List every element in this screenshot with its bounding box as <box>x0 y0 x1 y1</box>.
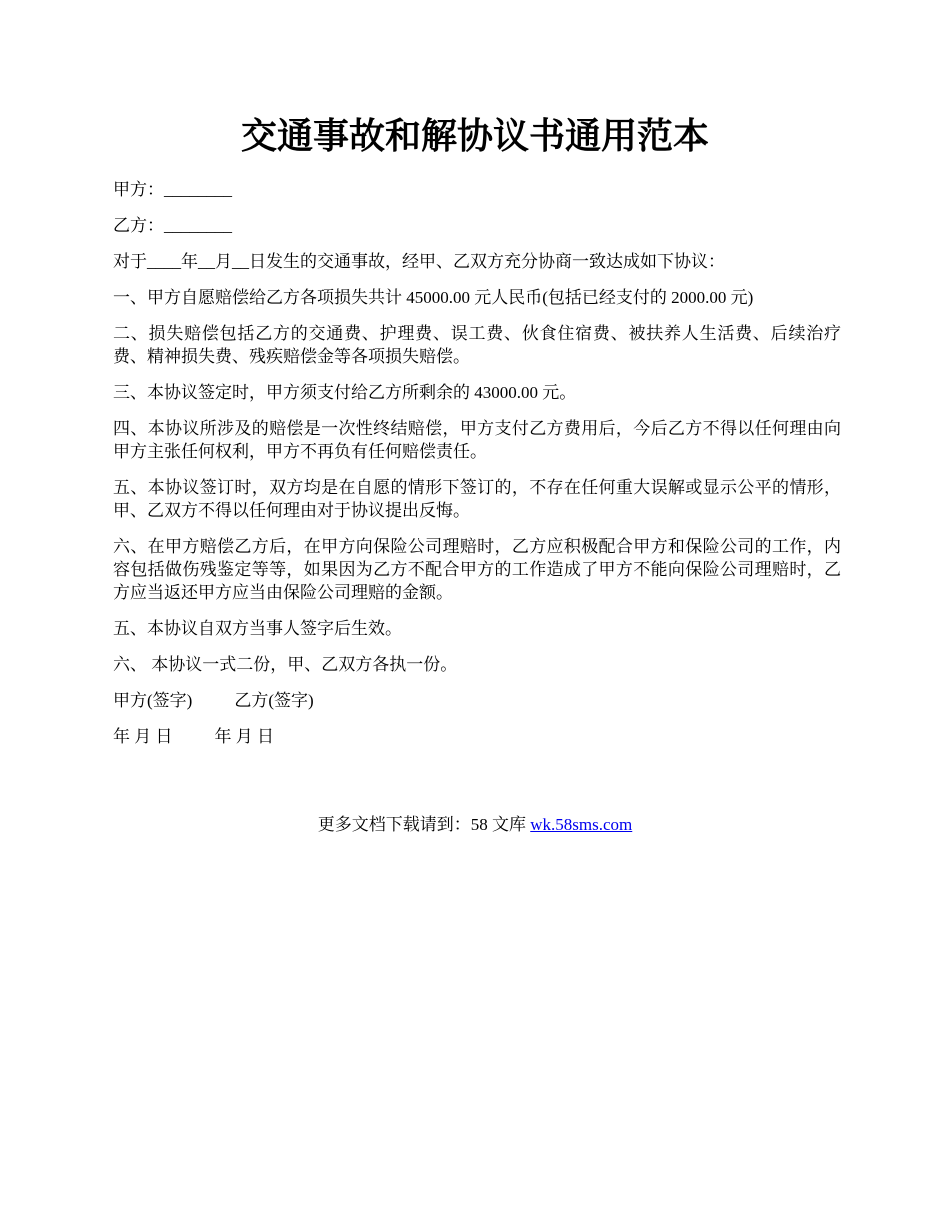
date-party-b: 年 月 日 <box>214 727 274 746</box>
clause-6: 六、在甲方赔偿乙方后，在甲方向保险公司理赔时，乙方应积极配合甲方和保险公司的工作，内容包括做伤残鉴定等等，如果因为乙方不配合甲方的工作造成了甲方不能向保险公司理赔时，乙方应当返还甲方应当由保险公司理赔的金额。 <box>113 537 841 602</box>
clause-4: 四、本协议所涉及的赔偿是一次性终结赔偿，甲方支付乙方费用后，今后乙方不得以任何理由向甲方主张任何权利，甲方不再负有任何赔偿责任。 <box>113 419 841 461</box>
footer-line <box>0 813 950 836</box>
clause-8: 六、 本协议一式二份，甲、乙双方各执一份。 <box>113 655 458 674</box>
intro-paragraph: 对于____年__月__日发生的交通事故，经甲、乙双方充分协商一致达成如下协议： <box>113 252 725 271</box>
footer-link[interactable]: wk.58sms.com <box>530 815 633 834</box>
clause-5: 五、本协议签订时，双方均是在自愿的情形下签订的，不存在任何重大误解或显示公平的情形，甲、乙双方不得以任何理由对于协议提出反悔。 <box>113 478 841 520</box>
date-line <box>113 725 841 748</box>
clause-7: 五、本协议自双方当事人签字后生效。 <box>113 619 402 638</box>
party-b-line: 乙方：________ <box>113 216 232 235</box>
date-party-a: 年 月 日 <box>113 727 173 746</box>
document-title: 交通事故和解协议书通用范本 <box>240 115 709 157</box>
clause-1: 一、甲方自愿赔偿给乙方各项损失共计 45000.00 元人民币(包括已经支付的 2000.00 元) <box>113 288 754 307</box>
clause-3: 三、本协议签定时，甲方须支付给乙方所剩余的 43000.00 元。 <box>113 383 577 402</box>
party-a-line: 甲方：________ <box>113 180 232 199</box>
clause-2: 二、损失赔偿包括乙方的交通费、护理费、误工费、伙食住宿费、被扶养人生活费、后续治疗费、精神损失费、残疾赔偿金等各项损失赔偿。 <box>113 324 841 366</box>
signature-party-a: 甲方(签字) <box>113 691 193 710</box>
document-body <box>113 178 841 762</box>
signature-line <box>113 689 841 712</box>
signature-party-b: 乙方(签字) <box>234 691 314 710</box>
footer-prefix: 更多文档下载请到：58 文库 <box>317 815 531 834</box>
